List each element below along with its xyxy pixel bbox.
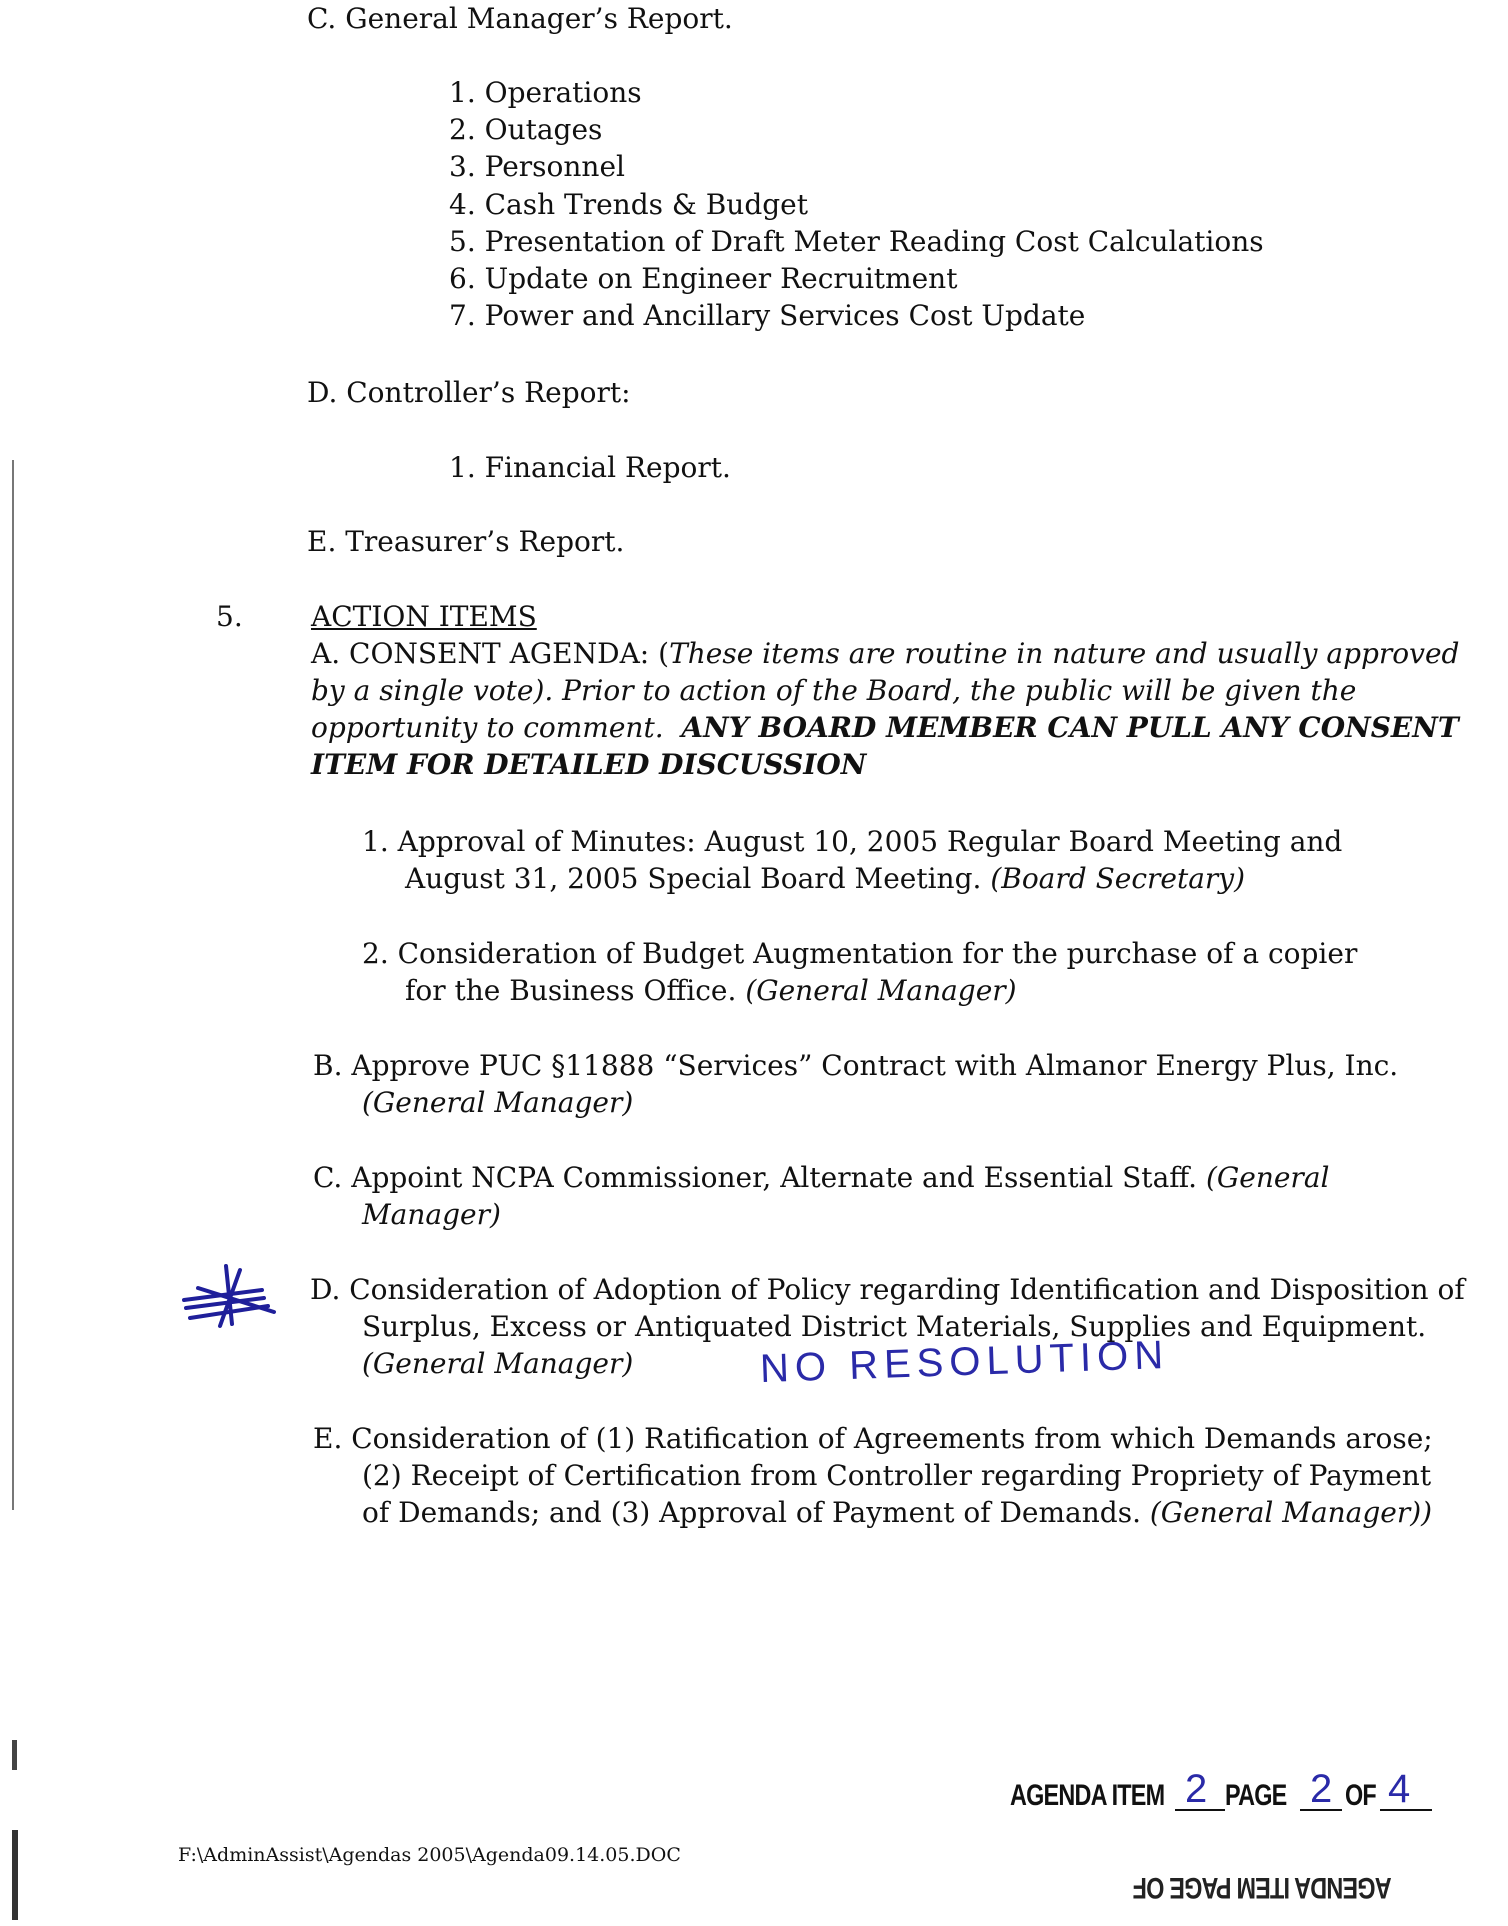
action-item-c-owner: Manager) [362, 1198, 501, 1231]
scan-margin-line [12, 460, 14, 1510]
action-item-c-owner: (General [1205, 1161, 1330, 1194]
consent-agenda-label: A. CONSENT AGENDA: ( [311, 637, 670, 670]
action-item-e-text: of Demands; and (3) Approval of Payment of Demands. [362, 1496, 1141, 1529]
consent-item-owner: (Board Secretary) [990, 862, 1246, 895]
action-item-c-text: C. Appoint NCPA Commissioner, Alternate and Essential Staff. [313, 1161, 1198, 1194]
consent-agenda-line [311, 709, 1459, 746]
action-item-d-owner: (General Manager) [362, 1347, 634, 1380]
consent-agenda-warning: ANY BOARD MEMBER CAN PULL ANY CONSENT [681, 711, 1459, 744]
stamp-underline [1380, 1809, 1432, 1811]
action-items-heading: ACTION ITEMS [311, 600, 537, 633]
action-item-e-owner: (General Manager)) [1149, 1496, 1433, 1529]
action-item-e-line2: (2) Receipt of Certification from Controller regarding Propriety of Payment [362, 1459, 1432, 1492]
consent-agenda-note: These items are routine in nature and usually approved [669, 637, 1460, 670]
action-item-c [313, 1159, 1329, 1196]
gm-report-heading: C. General Manager’s Report. [307, 2, 733, 35]
action-item-b: B. Approve PUC §11888 “Services” Contract with Almanor Energy Plus, Inc. [313, 1049, 1399, 1082]
action-item-d-line2: Surplus, Excess or Antiquated District Materials, Supplies and Equipment. [362, 1310, 1427, 1343]
scan-margin-mark [12, 1740, 17, 1770]
controller-report-heading: D. Controller’s Report: [307, 376, 631, 409]
consent-item-text: August 31, 2005 Special Board Meeting. [405, 862, 982, 895]
gm-report-item: 5. Presentation of Draft Meter Reading Cost Calculations [449, 225, 1264, 258]
consent-agenda-warning: ITEM FOR DETAILED DISCUSSION [311, 748, 867, 781]
stamp-underline [1175, 1809, 1225, 1811]
consent-item-2-cont [405, 972, 1017, 1009]
stamp-of-label: OF [1345, 1779, 1376, 1812]
gm-report-item: 4. Cash Trends & Budget [449, 188, 808, 221]
action-item-d: D. Consideration of Adoption of Policy regarding Identification and Disposition of [310, 1273, 1465, 1306]
section-number: 5. [216, 600, 243, 633]
stamp-underline [1300, 1809, 1342, 1811]
consent-item-owner: (General Manager) [745, 974, 1017, 1007]
consent-agenda-note: by a single vote). Prior to action of the Board, the public will be given the [311, 674, 1357, 707]
consent-item-1-cont [405, 860, 1245, 897]
treasurer-report-heading: E. Treasurer’s Report. [307, 525, 625, 558]
consent-agenda-line [311, 635, 1459, 672]
stamp-item-value: 2 [1185, 1767, 1208, 1811]
file-path: F:\AdminAssist\Agendas 2005\Agenda09.14.05.DOC [178, 1844, 681, 1866]
stamp-of-value: 4 [1388, 1767, 1411, 1811]
gm-report-item: 1. Operations [449, 76, 642, 109]
stamp-agenda-label: AGENDA ITEM [1010, 1779, 1165, 1812]
gm-report-item: 7. Power and Ancillary Services Cost Update [449, 299, 1086, 332]
controller-report-item: 1. Financial Report. [449, 451, 731, 484]
stamp-page-value: 2 [1310, 1767, 1333, 1811]
gm-report-item: 6. Update on Engineer Recruitment [449, 262, 958, 295]
consent-item-2: 2. Consideration of Budget Augmentation for the purchase of a copier [362, 937, 1358, 970]
gm-report-item: 2. Outages [449, 113, 603, 146]
action-item-e-line3 [362, 1494, 1432, 1531]
consent-agenda-note: opportunity to comment. [311, 711, 664, 744]
mirrored-stamp: AGENDA ITEM PAGE OF [1133, 1871, 1392, 1904]
stamp-page-label: PAGE [1225, 1779, 1287, 1812]
consent-item-text: for the Business Office. [405, 974, 737, 1007]
action-item-b-owner: (General Manager) [362, 1086, 634, 1119]
scan-margin-mark [12, 1830, 18, 1920]
agenda-stamp [1010, 1767, 1450, 1815]
gm-report-item: 3. Personnel [449, 150, 625, 183]
handwritten-note: NO RESOLUTION [759, 1332, 1170, 1392]
consent-item-1: 1. Approval of Minutes: August 10, 2005 Regular Board Meeting and [362, 825, 1343, 858]
action-item-e: E. Consideration of (1) Ratification of Agreements from which Demands arose; [313, 1422, 1433, 1455]
handwritten-asterisk-icon [178, 1262, 288, 1332]
